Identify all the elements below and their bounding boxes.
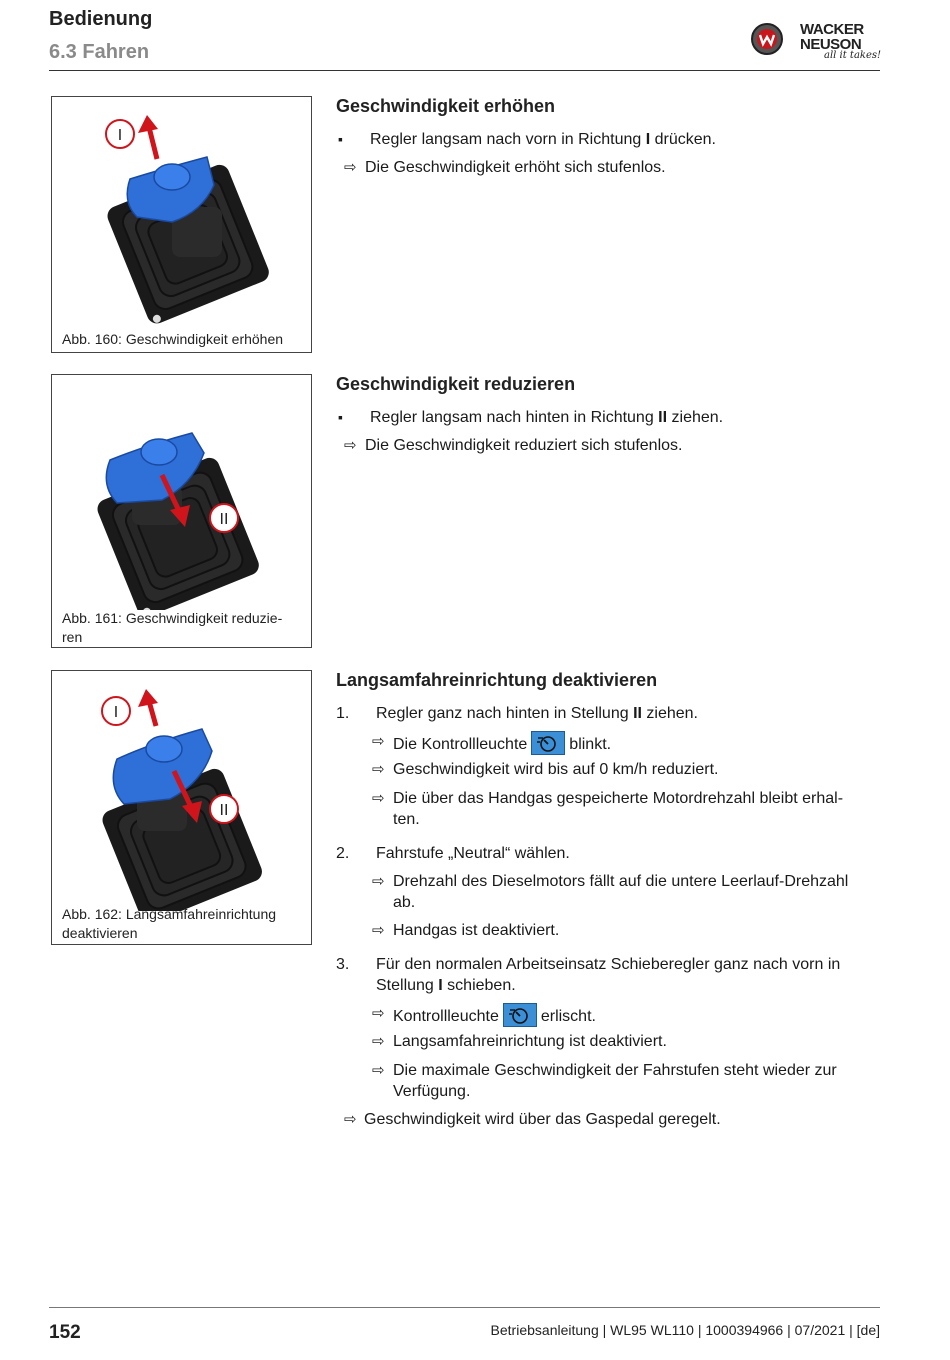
instruction-text: drücken.	[650, 131, 716, 148]
result-arrow-icon: ⇨	[344, 437, 357, 454]
direction-label-II: II	[219, 511, 229, 528]
result-arrow-icon: ⇨	[344, 1111, 357, 1128]
result-arrow-icon: ⇨	[372, 1033, 385, 1050]
caption-line: ren	[62, 629, 83, 645]
logo-slogan: all it takes!	[824, 50, 882, 61]
result-text-line: Drehzahl des Dieselmotors fällt auf die untere Leerlauf-Drehzahl	[393, 873, 849, 890]
logo-line-1: WACKER	[800, 21, 864, 38]
joystick-backward-image	[52, 375, 311, 610]
result-text: Langsamfahreinrichtung ist deaktiviert.	[393, 1033, 667, 1050]
result-text: Handgas ist deaktiviert.	[393, 922, 560, 939]
section-heading: Geschwindigkeit erhöhen	[336, 96, 556, 116]
step-number: 1.	[336, 705, 350, 722]
step-text: schieben.	[442, 977, 516, 994]
footer-divider	[49, 1307, 880, 1308]
figure-160	[51, 96, 312, 353]
direction-label-I: I	[117, 127, 123, 144]
step-bold: II	[633, 705, 642, 722]
instruction-bold: I	[645, 131, 651, 148]
logo-line-2: NEUSON	[800, 36, 862, 53]
instruction-text: Regler langsam nach vorn in Richtung	[370, 131, 646, 148]
direction-label-I: I	[113, 704, 119, 721]
result-text: erlischt.	[540, 1008, 596, 1025]
step-number: 2.	[336, 845, 350, 862]
logo-emblem-icon	[750, 22, 784, 56]
slow-speed-indicator-icon	[503, 1003, 537, 1027]
page-number: 152	[49, 1322, 81, 1343]
instruction-text: Regler langsam nach hinten in Richtung	[370, 409, 659, 426]
direction-label-II: II	[219, 802, 229, 819]
bullet-icon: ▪	[338, 131, 343, 147]
section-speed-reduce	[336, 374, 881, 464]
slow-speed-indicator-icon	[531, 731, 565, 755]
step-bold: I	[438, 977, 443, 994]
step-text: Fahrstufe „Neutral“ wählen.	[376, 845, 570, 862]
result-arrow-icon: ⇨	[344, 159, 357, 176]
instruction-bold: II	[658, 409, 668, 426]
result-text: Kontrollleuchte	[393, 1008, 499, 1025]
section-heading: Geschwindigkeit reduzieren	[336, 374, 576, 394]
figure-caption	[62, 905, 276, 943]
figure-162	[51, 670, 312, 945]
step-text: Stellung	[376, 977, 439, 994]
figure-caption: Abb. 160: Geschwindigkeit erhöhen	[62, 331, 284, 347]
instruction-text: ziehen.	[667, 409, 724, 426]
result-text: blinkt.	[569, 736, 612, 753]
result-arrow-icon: ⇨	[372, 790, 385, 807]
bullet-icon: ▪	[338, 409, 343, 425]
result-text-line: ab.	[393, 894, 416, 911]
result-text-line: Die maximale Geschwindigkeit der Fahrstufen steht wieder zur	[393, 1062, 837, 1079]
result-text-line: Verfügung.	[393, 1083, 471, 1100]
joystick-deactivate-image	[52, 671, 311, 911]
result-text: Die Geschwindigkeit erhöht sich stufenlos.	[365, 159, 666, 176]
result-text: Die Geschwindigkeit reduziert sich stufenlos.	[365, 437, 683, 454]
result-text: Geschwindigkeit wird über das Gaspedal geregelt.	[364, 1111, 721, 1128]
result-text: Geschwindigkeit wird bis auf 0 km/h reduziert.	[393, 761, 719, 778]
step-number: 3.	[336, 956, 350, 973]
result-arrow-icon: ⇨	[372, 733, 385, 750]
result-arrow-icon: ⇨	[372, 1005, 385, 1022]
step-text-line: Für den normalen Arbeitseinsatz Schieberegler ganz nach vorn in	[376, 956, 841, 973]
caption-line: Abb. 162: Langsamfahreinrichtung	[62, 906, 277, 922]
section-speed-increase	[336, 96, 881, 186]
result-text-line: ten.	[393, 811, 420, 828]
caption-line: deaktivieren	[62, 925, 138, 941]
caption-line: Abb. 161: Geschwindigkeit reduzie-	[62, 610, 283, 626]
document-info: Betriebsanleitung | WL95 WL110 | 1000394966 | 07/2021 | [de]	[490, 1322, 880, 1338]
figure-161	[51, 374, 312, 648]
result-text-line: Die über das Handgas gespeicherte Motordrehzahl bleibt erhal-	[393, 790, 844, 807]
section-heading: Langsamfahreinrichtung deaktivieren	[336, 670, 658, 690]
section-slow-drive-deactivate	[336, 670, 881, 1140]
wacker-neuson-logo	[750, 20, 885, 68]
result-arrow-icon: ⇨	[372, 873, 385, 890]
header-divider	[49, 70, 880, 71]
result-arrow-icon: ⇨	[372, 761, 385, 778]
result-arrow-icon: ⇨	[372, 1062, 385, 1079]
figure-caption	[62, 609, 282, 647]
step-text: ziehen.	[641, 705, 698, 722]
result-arrow-icon: ⇨	[372, 922, 385, 939]
chapter-title: Bedienung	[49, 8, 153, 30]
result-text: Die Kontrollleuchte	[393, 736, 528, 753]
joystick-forward-image	[52, 97, 311, 332]
section-title: 6.3 Fahren	[49, 41, 150, 63]
step-text: Regler ganz nach hinten in Stellung	[376, 705, 634, 722]
